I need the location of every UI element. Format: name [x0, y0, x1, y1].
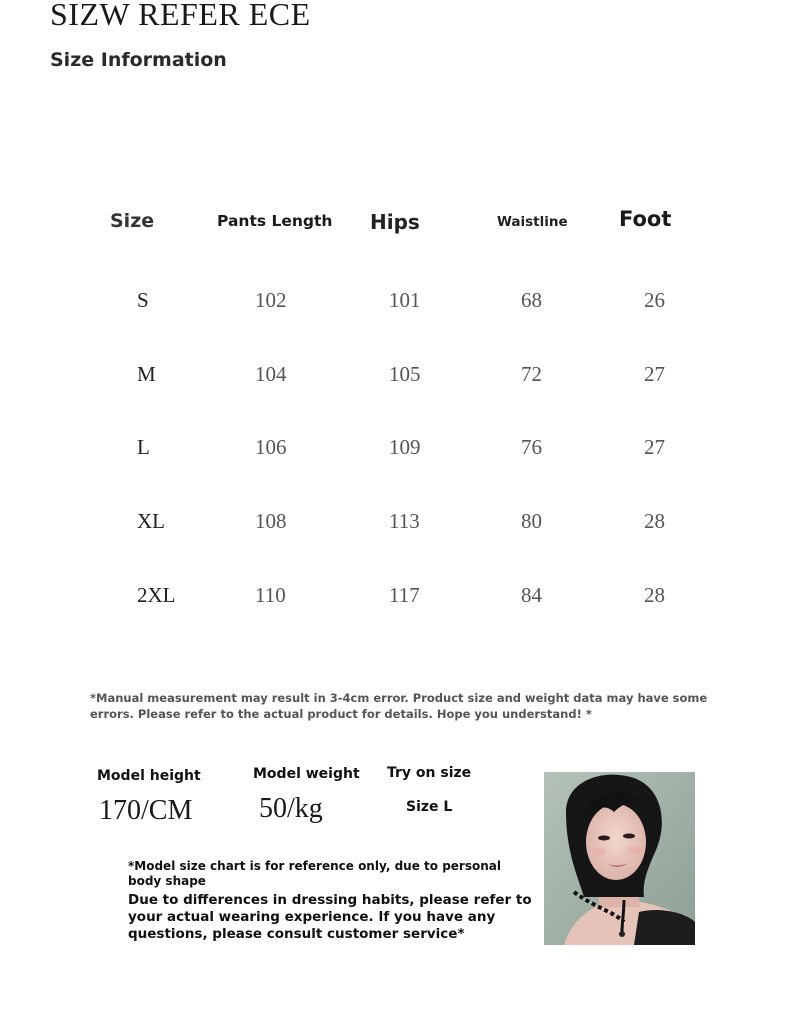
cell-size: XL	[137, 509, 165, 533]
header-pants-length: Pants Length	[217, 212, 333, 230]
brand-title: SIZW REFER ECE	[50, 0, 311, 32]
cell-pants-length: 106	[255, 435, 287, 459]
model-height-value: 170/CM	[99, 795, 193, 826]
model-disclaimer	[128, 859, 538, 943]
cell-hips: 101	[389, 288, 421, 312]
model-weight-value: 50/kg	[259, 793, 323, 824]
cell-pants-length: 108	[255, 509, 287, 533]
header-waistline: Waistline	[497, 214, 568, 230]
model-photo-illustration	[544, 772, 695, 945]
try-on-size-value: Size L	[406, 799, 453, 815]
table-row	[0, 362, 800, 392]
cell-size: 2XL	[137, 583, 176, 607]
cell-hips: 105	[389, 362, 421, 386]
cell-waistline: 68	[521, 288, 542, 312]
model-photo	[544, 772, 695, 945]
cell-size: L	[137, 435, 150, 459]
cell-foot: 28	[644, 583, 665, 607]
table-row	[0, 509, 800, 539]
cell-size: S	[137, 288, 149, 312]
try-on-size-label: Try on size	[387, 765, 472, 781]
cell-waistline: 80	[521, 509, 542, 533]
cell-foot: 28	[644, 509, 665, 533]
header-size: Size	[110, 210, 155, 232]
cell-pants-length: 102	[255, 288, 287, 312]
cell-foot: 26	[644, 288, 665, 312]
cell-hips: 109	[389, 435, 421, 459]
cell-waistline: 76	[521, 435, 542, 459]
header-hips: Hips	[370, 210, 420, 234]
model-weight-label: Model weight	[253, 766, 360, 782]
size-information-heading: Size Information	[50, 49, 227, 71]
cell-foot: 27	[644, 435, 665, 459]
table-row	[0, 435, 800, 465]
cell-pants-length: 110	[255, 583, 286, 607]
table-row	[0, 288, 800, 318]
cell-waistline: 72	[521, 362, 542, 386]
header-foot: Foot	[619, 207, 672, 231]
disclaimer-line-2: Due to differences in dressing habits, please refer to your actual wearing experience. If you have any questions, please consult customer service*	[128, 892, 532, 942]
model-height-label: Model height	[97, 768, 201, 784]
measurement-note: *Manual measurement may result in 3-4cm error. Product size and weight data may have some errors. Please refer to the actual product for details. Hope you understand! *	[90, 691, 708, 721]
cell-waistline: 84	[521, 583, 542, 607]
table-row	[0, 583, 800, 613]
cell-hips: 117	[389, 583, 420, 607]
disclaimer-line-1: *Model size chart is for reference only, due to personal body shape	[128, 859, 501, 888]
cell-foot: 27	[644, 362, 665, 386]
cell-hips: 113	[389, 509, 420, 533]
cell-pants-length: 104	[255, 362, 287, 386]
cell-size: M	[137, 362, 156, 386]
